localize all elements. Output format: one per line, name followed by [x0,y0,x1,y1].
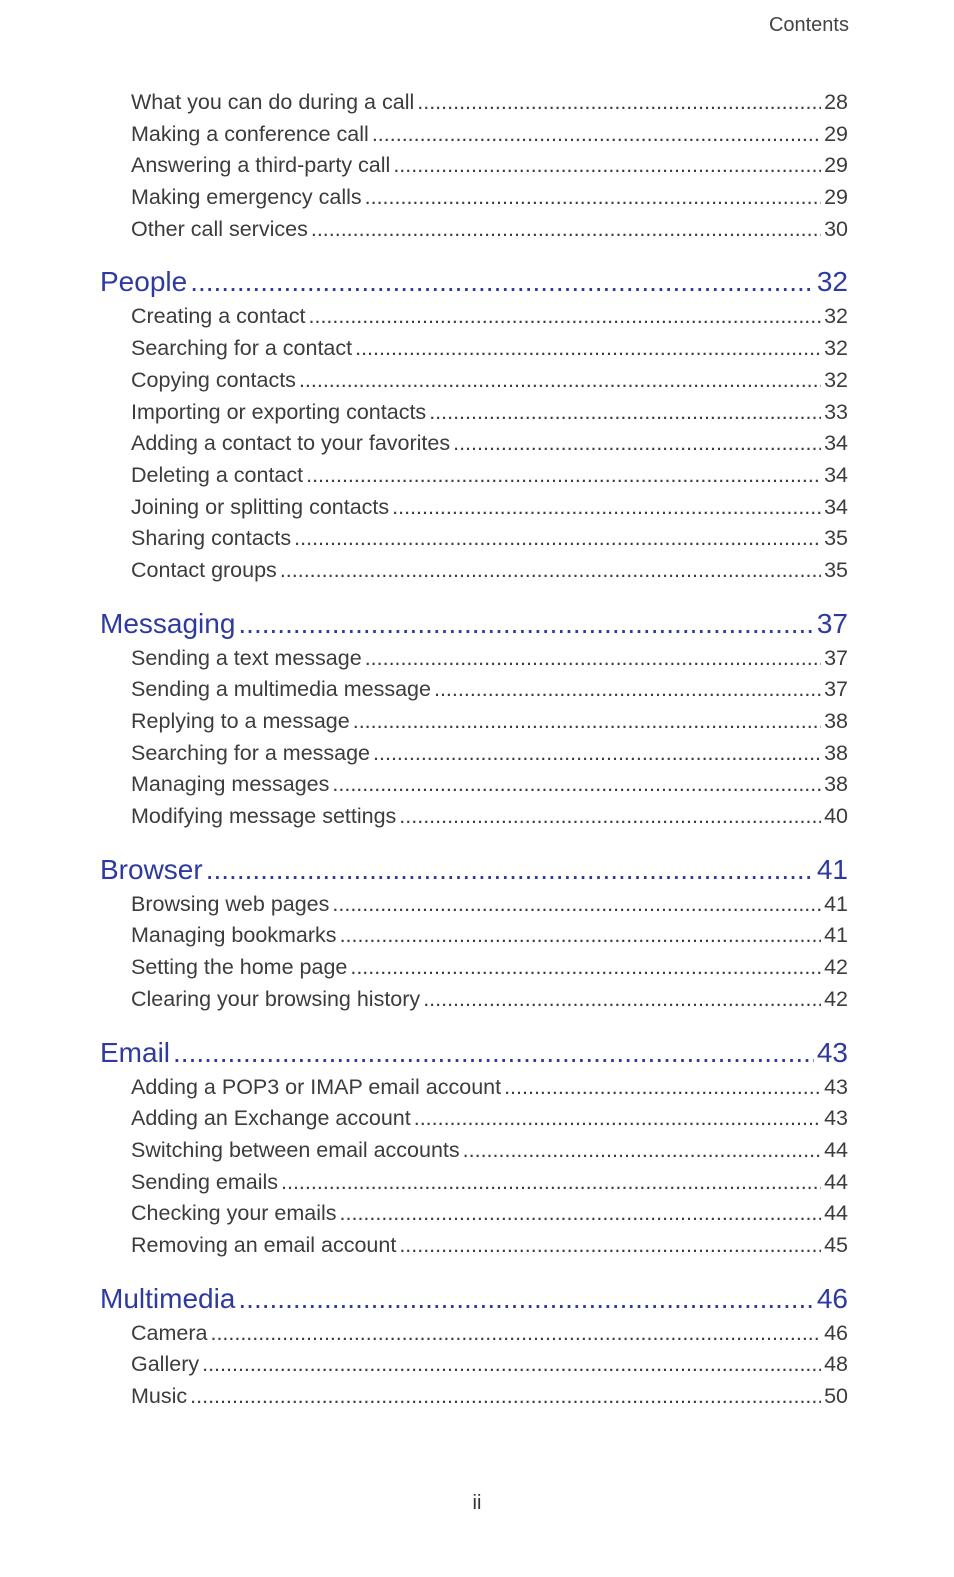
toc-entry[interactable] [131,1106,848,1138]
dot-leader [206,854,814,886]
toc-entry-title: Browsing web pages [131,891,330,916]
dot-leader [350,955,821,980]
toc-entry-page: 37 [816,607,848,639]
toc-entry[interactable] [131,709,848,741]
dot-leader [453,431,821,456]
toc-entry-page: 43 [824,1074,848,1099]
dot-leader [417,90,821,115]
dot-leader [372,122,821,147]
toc-entry[interactable] [131,217,848,249]
dot-leader [373,741,821,766]
toc-entry-title: Making a conference call [131,121,369,146]
toc-entry-page: 32 [824,336,848,361]
toc-entry-page: 40 [824,804,848,829]
toc-entry-title: Importing or exporting contacts [131,399,427,424]
toc-entry-page: 29 [824,185,848,210]
toc-entry-title: Creating a contact [131,304,306,329]
toc-entry-page: 38 [824,772,848,797]
toc-entry-title: Contact groups [131,557,277,582]
dot-leader [434,677,821,702]
toc-entry[interactable] [131,892,848,924]
toc-entry[interactable] [131,463,848,495]
toc-entry-page: 44 [824,1137,848,1162]
dot-leader [392,495,821,520]
toc-entry-title: Managing bookmarks [131,923,337,948]
toc-entry-page: 29 [824,121,848,146]
toc-entry[interactable] [131,646,848,678]
dot-leader [281,1170,821,1195]
toc-entry-page: 32 [824,304,848,329]
toc-entry[interactable] [131,368,848,400]
toc-entry-title: Browser [100,853,203,885]
toc-entry[interactable] [131,1321,848,1353]
toc-entry-title: Modifying message settings [131,804,397,829]
toc-entry-title: Clearing your browsing history [131,986,421,1011]
dot-leader [311,217,821,242]
dot-leader [423,987,821,1012]
dot-leader [399,1233,821,1258]
toc-entry-page: 32 [816,266,848,298]
dot-leader [353,709,821,734]
toc-section-heading[interactable] [100,1283,848,1321]
dot-leader [190,1384,821,1409]
toc-entry-page: 28 [824,90,848,114]
toc-entry-page: 48 [824,1352,848,1377]
dot-leader [238,1283,813,1315]
toc-entry[interactable] [131,677,848,709]
toc-entry-page: 35 [824,526,848,551]
toc-entry[interactable] [131,772,848,804]
toc-entry-page: 41 [824,891,848,916]
toc-entry-page: 32 [824,367,848,392]
toc-entry-title: Sharing contacts [131,526,292,551]
toc-entry-title: Switching between email accounts [131,1137,460,1162]
toc-entry-title: Managing messages [131,772,330,797]
dot-leader [504,1075,821,1100]
toc-entry-page: 43 [824,1106,848,1131]
dot-leader [173,1037,814,1069]
toc-entry-title: Adding a POP3 or IMAP email account [131,1074,502,1099]
page-number: ii [472,1492,482,1514]
dot-leader [340,923,822,948]
dot-leader [414,1106,821,1131]
toc-entry[interactable] [131,153,848,185]
dot-leader [463,1138,821,1163]
toc-entry[interactable] [131,304,848,336]
toc-entry-title: Sending emails [131,1169,279,1194]
toc-entry-page: 41 [816,853,848,885]
toc-entry-page: 43 [816,1036,848,1068]
toc-entry-page: 44 [824,1201,848,1226]
toc-entry[interactable] [131,923,848,955]
dot-leader [365,646,821,671]
toc-entry-page: 45 [824,1232,848,1257]
toc-entry-page: 38 [824,709,848,733]
table-of-contents [100,90,848,1416]
dot-leader [340,1201,822,1226]
toc-entry-page: 46 [824,1320,848,1345]
toc-entry[interactable] [131,90,848,122]
toc-entry-title: Setting the home page [131,955,348,980]
toc-entry[interactable] [131,495,848,527]
toc-entry-title: Other call services [131,216,308,241]
toc-entry-title: Gallery [131,1352,200,1377]
dot-leader [299,368,821,393]
toc-entry[interactable] [131,1384,848,1416]
dot-leader [429,400,821,425]
toc-entry-title: Deleting a contact [131,462,304,487]
toc-entry-page: 37 [824,677,848,702]
toc-entry-page: 50 [824,1384,848,1408]
toc-entry-title: Joining or splitting contacts [131,494,390,519]
toc-entry-page: 42 [824,986,848,1011]
toc-entry-title: Checking your emails [131,1201,337,1226]
dot-leader [399,804,821,829]
dot-leader [210,1321,821,1346]
dot-leader [306,463,821,488]
toc-entry-title: Adding a contact to your favorites [131,431,451,456]
toc-entry-title: Multimedia [100,1282,236,1314]
toc-entry-page: 41 [824,923,848,948]
toc-entry-title: Searching for a contact [131,336,353,361]
toc-entry-title: Searching for a message [131,740,371,765]
toc-entry-page: 35 [824,557,848,582]
toc-section-heading[interactable] [100,266,848,304]
dot-leader [332,892,821,917]
toc-entry[interactable] [131,987,848,1019]
toc-entry-title: Email [100,1036,171,1068]
running-header: Contents [768,14,849,36]
dot-leader [365,185,821,210]
toc-entry[interactable] [131,1352,848,1384]
toc-entry-page: 44 [824,1169,848,1194]
toc-entry-page: 34 [824,462,848,487]
dot-leader [294,526,821,551]
toc-entry-title: Answering a third-party call [131,153,391,178]
toc-entry-page: 30 [824,216,848,241]
toc-entry-title: Camera [131,1320,208,1345]
toc-entry[interactable] [131,431,848,463]
toc-section-heading[interactable] [100,1037,848,1075]
toc-entry[interactable] [131,1138,848,1170]
toc-entry-page: 38 [824,740,848,765]
toc-entry-title: Making emergency calls [131,185,362,210]
toc-entry-page: 34 [824,431,848,456]
toc-entry[interactable] [131,1201,848,1233]
dot-leader [190,266,814,298]
toc-section-heading[interactable] [100,608,848,646]
dot-leader [355,336,821,361]
toc-entry[interactable] [131,955,848,987]
toc-entry[interactable] [131,185,848,217]
toc-entry[interactable] [131,1233,848,1265]
toc-entry[interactable] [131,526,848,558]
toc-entry-title: What you can do during a call [131,90,415,114]
toc-entry-page: 29 [824,153,848,178]
dot-leader [332,772,821,797]
toc-entry-title: Removing an email account [131,1232,397,1257]
toc-entry-title: Messaging [100,607,236,639]
toc-entry-title: Copying contacts [131,367,296,392]
toc-entry[interactable] [131,804,848,836]
toc-entry-title: Music [131,1384,188,1408]
toc-entry-title: Replying to a message [131,709,350,733]
dot-leader [238,608,813,640]
toc-entry-page: 33 [824,399,848,424]
toc-entry-title: Sending a text message [131,645,362,670]
toc-entry-page: 37 [824,645,848,670]
toc-entry[interactable] [131,336,848,368]
toc-entry[interactable] [131,741,848,773]
toc-entry-title: Sending a multimedia message [131,677,431,702]
dot-leader [280,558,821,583]
toc-entry[interactable] [131,400,848,432]
toc-entry[interactable] [131,558,848,590]
toc-entry-title: People [100,266,188,298]
toc-entry-page: 34 [824,494,848,519]
dot-leader [309,304,822,329]
toc-entry[interactable] [131,1170,848,1202]
toc-section-heading[interactable] [100,854,848,892]
dot-leader [393,153,821,178]
toc-entry-page: 46 [816,1282,848,1314]
toc-entry-title: Adding an Exchange account [131,1106,411,1131]
toc-entry[interactable] [131,122,848,154]
dot-leader [202,1352,821,1377]
toc-entry-page: 42 [824,955,848,980]
toc-entry[interactable] [131,1075,848,1107]
